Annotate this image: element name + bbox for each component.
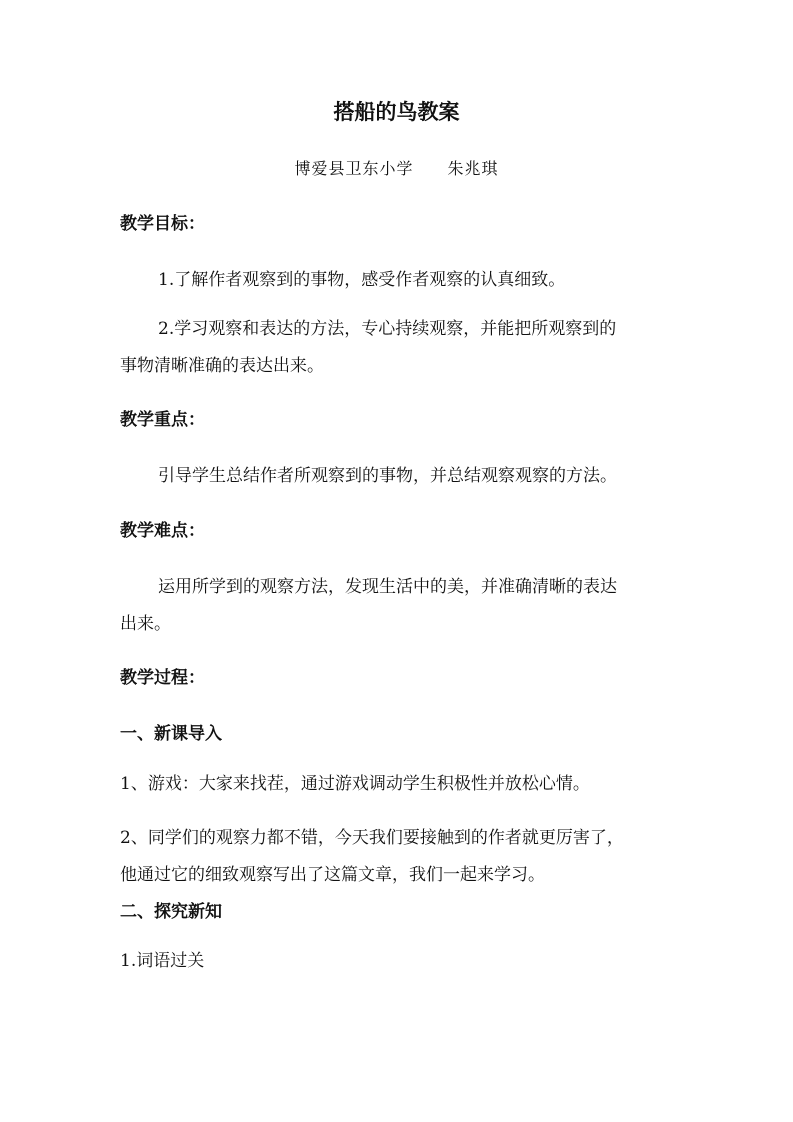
difficulty-line-1: 运用所学到的观察方法，发现生活中的美，并准确清晰的表达 xyxy=(158,577,617,597)
goal-2-line-1: 2.学习观察和表达的方法，专心持续观察，并能把所观察到的 xyxy=(158,319,617,339)
goals-heading: 教学目标： xyxy=(120,214,205,234)
author-line xyxy=(0,159,793,179)
document-title: 搭船的鸟教案 xyxy=(333,100,460,124)
difficulty-heading: 教学难点： xyxy=(120,521,205,541)
key-points-heading: 教学重点： xyxy=(120,410,205,430)
key-points-text: 引导学生总结作者所观察到的事物，并总结观察观察的方法。 xyxy=(158,466,617,486)
part-2-heading: 二、探究新知 xyxy=(120,902,222,922)
goal-2-line-2: 事物清晰准确的表达出来。 xyxy=(120,356,324,376)
goal-1: 1.了解作者观察到的事物，感受作者观察的认真细致。 xyxy=(158,270,566,290)
process-heading: 教学过程： xyxy=(120,668,205,688)
author-school: 博爱县卫东小学 xyxy=(294,159,414,178)
difficulty-line-2: 出来。 xyxy=(120,614,171,634)
part-1-heading: 一、新课导入 xyxy=(120,724,222,744)
part-1-item-2-line-2: 他通过它的细致观察写出了这篇文章，我们一起来学习。 xyxy=(120,865,545,885)
part-1-item-2-line-1: 2、同学们的观察力都不错，今天我们要接触到的作者就更厉害了， xyxy=(120,828,624,848)
author-name: 朱兆琪 xyxy=(447,159,499,178)
part-2-item-1: 1.词语过关 xyxy=(120,951,205,971)
part-1-item-1: 1、游戏：大家来找茬，通过游戏调动学生积极性并放松心情。 xyxy=(120,774,590,794)
